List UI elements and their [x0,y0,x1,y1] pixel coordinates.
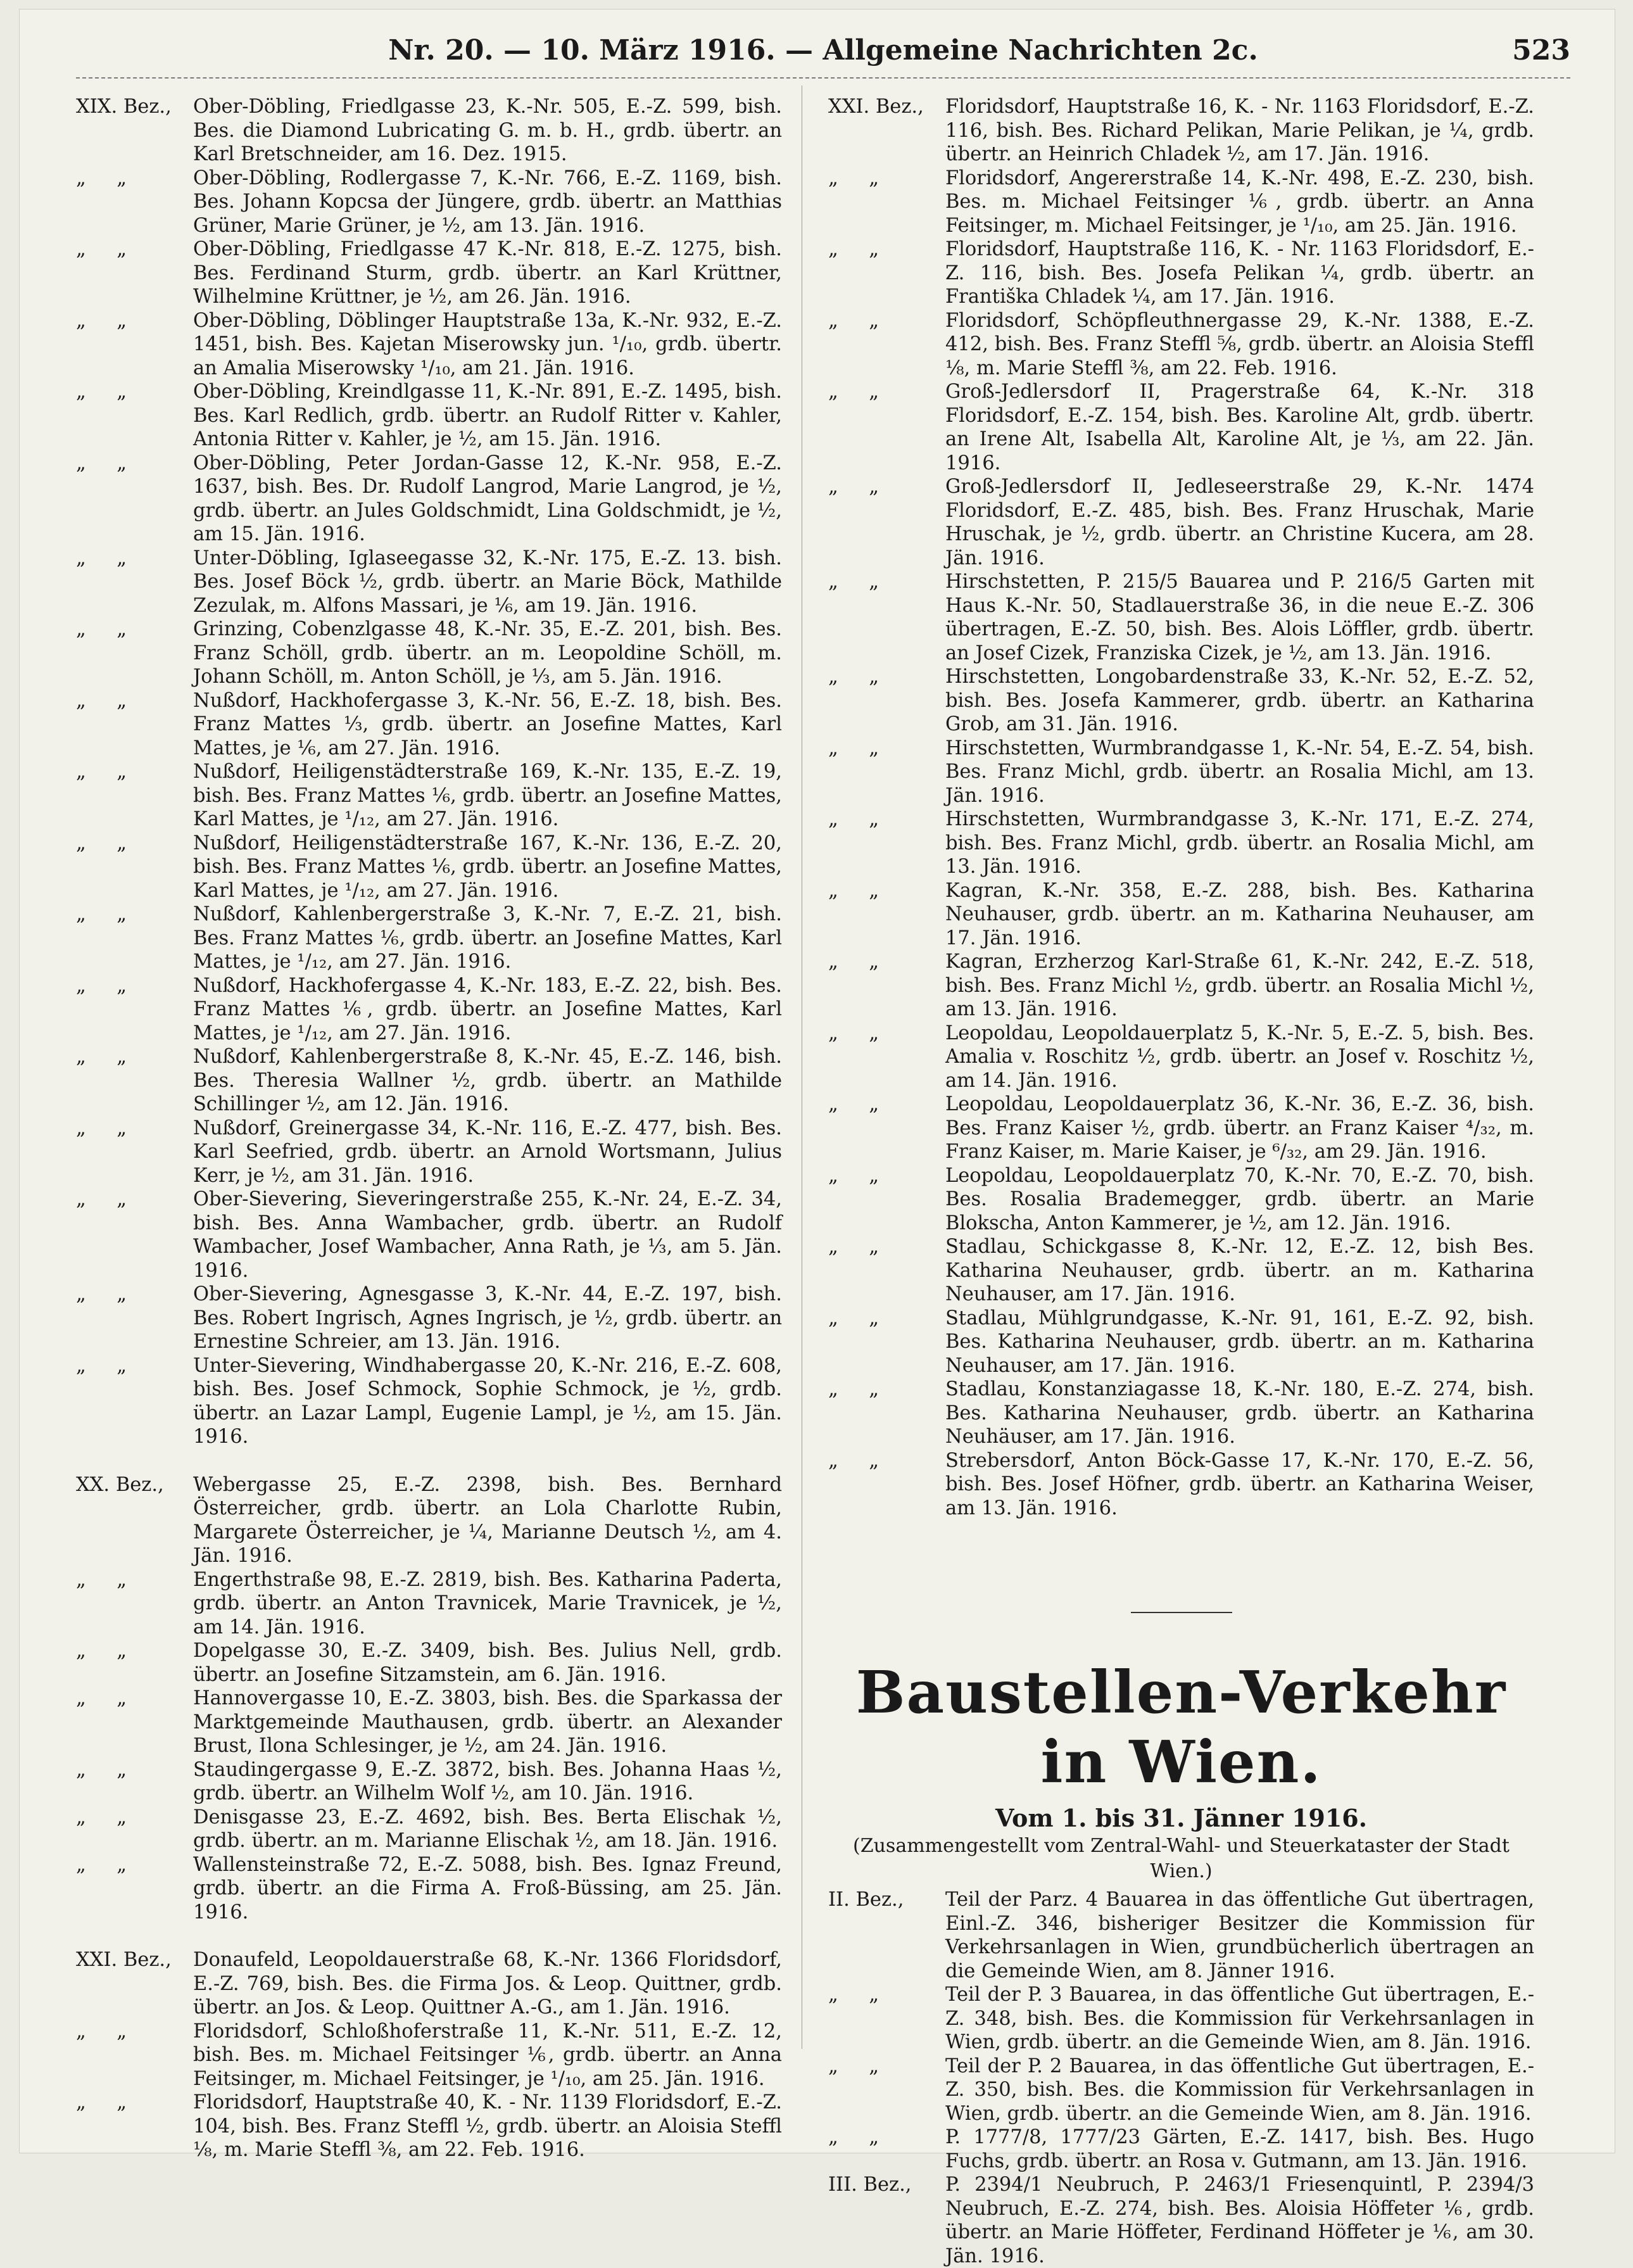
entry-text: P. 1777/8, 1777/23 Gärten, E.-Z. 1417, bish. Bes. Hugo Fuchs, grdb. übertr. an Rosa v. Gutmann, am 13. Jän. 1916. [945,2126,1534,2172]
entry-text: Stadlau, Mühlgrundgasse, K.-Nr. 91, 161, E.-Z. 92, bish. Bes. Katharina Neuhauser, grdb. übertr. an m. Katharina Neuhauser, am 17. Jän. 1916. [945,1307,1534,1377]
district-label: „ „ [828,309,880,332]
entry-text: Floridsdorf, Hauptstraße 116, K. - Nr. 1163 Floridsdorf, E.-Z. 116, bish. Bes. Josefa Pelikan ¼, grdb. übertr. an Františka Chladek ¼, am 17. Jän. 1916. [945,238,1534,308]
entry-text: Ober-Döbling, Rodlergasse 7, K.-Nr. 766, E.-Z. 1169, bish. Bes. Johann Kopcsa der Jüngere, grdb. übertr. an Matthias Grüner, Marie Grüner, je ½, am 13. Jän. 1916. [193,167,782,237]
entry-text: Groß-Jedlersdorf II, Pragerstraße 64, K.-Nr. 318 Floridsdorf, E.-Z. 154, bish. Bes. Karoline Alt, grdb. übertr. an Irene Alt, Isabella Alt, Karoline Alt, je ⅓, am 22. Jän. 1916. [945,381,1534,474]
entry-text: Ober-Döbling, Friedlgasse 23, K.-Nr. 505, E.-Z. 599, bish. Bes. die Diamond Lubricating G. m. b. H., grdb. übertr. an Karl Bretschneider, am 16. Dez. 1915. [193,96,782,165]
district-label: „ „ [828,1984,880,2006]
district-label: „ „ [76,2020,127,2043]
register-entry [76,760,782,832]
district-label: „ „ [828,1164,880,1187]
entry-text: Wallensteinstraße 72, E.-Z. 5088, bish. Bes. Ignaz Freund, grdb. übertr. an die Firma A. Froß-Büssing, am 25. Jän. 1916. [193,1853,782,1923]
register-entry [828,879,1534,951]
entry-text: Leopoldau, Leopoldauerplatz 5, K.-Nr. 5, E.-Z. 5, bish. Bes. Amalia v. Roschitz ½, grdb. übertr. an Josef v. Roschitz ½, am 14. Jän. 1916. [945,1022,1534,1092]
entry-text: Ober-Döbling, Döblinger Hauptstraße 13a, K.-Nr. 932, E.-Z. 1451, bish. Bes. Kajetan Miserowsky jun. ¹/₁₀, grdb. übertr. an Amalia Miserowsky ¹/₁₀, am 21. Jän. 1916. [193,309,782,379]
register-entry [76,309,782,381]
entry-text: Staudingergasse 9, E.-Z. 3872, bish. Bes. Johanna Haas ½, grdb. übertr. an Wilhelm Wolf ½, am 10. Jän. 1916. [193,1758,782,1804]
register-entry [76,380,782,452]
entry-text: Nußdorf, Kahlenbergerstraße 3, K.-Nr. 7, E.-Z. 21, bish. Bes. Franz Mattes ⅙, grdb. übertr. an Josefine Mattes, Karl Mattes, je ¹/₁₂, am 27. Jän. 1916. [193,903,782,973]
district-label: XX. Bez., [76,1473,164,1496]
register-entry [828,1093,1534,1164]
section-subtitle: Vom 1. bis 31. Jänner 1916. [995,1804,1367,1832]
district-label: „ „ [76,974,127,997]
entry-text: Teil der P. 3 Bauarea, in das öffentliche Gut übertragen, E.-Z. 348, bish. Bes. die Kommission für Verkehrsanlagen in Wien, grdb. übertr. an die Gemeinde Wien, am 8. Jän. 1916. [945,1984,1534,2053]
entry-text: Stadlau, Konstanziagasse 18, K.-Nr. 180, E.-Z. 274, bish. Bes. Katharina Neuhauser, grdb. übertr. an Katharina Neuhäuser, am 17. Jän. 1916. [945,1378,1534,1448]
entry-text: Leopoldau, Leopoldauerplatz 36, K.-Nr. 36, E.-Z. 36, bish. Bes. Franz Kaiser ½, grdb. übertr. an Franz Kaiser ⁴/₃₂, m. Franz Kaiser, m. Marie Kaiser, je ⁶/₃₂, am 29. Jän. 1916. [945,1093,1534,1163]
entry-text: Hirschstetten, Longobardenstraße 33, K.-Nr. 52, E.-Z. 52, bish. Bes. Josefa Kammerer, grdb. übertr. an Katharina Grob, am 31. Jän. 1916. [945,666,1534,735]
entry-text: Hirschstetten, P. 215/5 Bauarea und P. 216/5 Garten mit Haus K.-Nr. 50, Stadlauerstraße 36, in die neue E.-Z. 306 übertragen, E.-Z. 50, bish. Bes. Alois Löffler, grdb. übertr. an Josef Cizek, Franziska Cizek, je ½, am 13. Jän. 1916. [945,571,1534,664]
entry-text: Grinzing, Cobenzlgasse 48, K.-Nr. 35, E.-Z. 201, bish. Bes. Franz Schöll, grdb. übertr. an m. Leopoldine Schöll, m. Johann Schöll, m. Anton Schöll, je ⅓, am 5. Jän. 1916. [193,618,782,688]
register-entry [828,1378,1534,1449]
district-label: „ „ [828,167,880,189]
section-entries [828,1888,1534,2268]
register-entry [76,903,782,974]
register-entry [76,547,782,618]
district-label: „ „ [76,903,127,925]
register-entry [828,95,1534,167]
register-entry [828,1164,1534,1236]
entry-text: Teil der P. 2 Bauarea, in das öffentliche Gut übertragen, E.-Z. 350, bish. Bes. die Kommission für Verkehrsanlagen in Wien, grdb. übertr. an die Gemeinde Wien, am 8. Jän. 1916. [945,2055,1534,2125]
entry-text: Stadlau, Schickgasse 8, K.-Nr. 12, E.-Z. 12, bish Bes. Katharina Neuhauser, grdb. übertr. an m. Katharina Neuhauser, am 17. Jän. 1916. [945,1236,1534,1305]
register-entry [76,167,782,238]
district-label: III. Bez., [828,2174,912,2196]
district-label: „ „ [76,452,127,474]
entry-text: Floridsdorf, Hauptstraße 40, K. - Nr. 1139 Floridsdorf, E.-Z. 104, bish. Bes. Franz Steffl ½, grdb. übertr. an Aloisia Steffl ⅛, m. Marie Steffl ⅜, am 22. Feb. 1916. [193,2091,782,2161]
entry-text: Ober-Döbling, Peter Jordan-Gasse 12, K.-Nr. 958, E.-Z. 1637, bish. Bes. Dr. Rudolf Langrod, Marie Langrod, je ½, grdb. übertr. an Jules Goldschmidt, Lina Goldschmidt, je ½, am 15. Jän. 1916. [193,452,782,545]
entry-text: Nußdorf, Hackhofergasse 3, K.-Nr. 56, E.-Z. 18, bish. Bes. Franz Mattes ⅓, grdb. übertr. an Josefine Mattes, Karl Mattes, je ⅙, am 27. Jän. 1916. [193,689,782,759]
register-entry [76,1853,782,1925]
district-label: „ „ [828,1378,880,1400]
district-label: „ „ [828,238,880,260]
district-label: „ „ [828,1307,880,1329]
district-label: „ „ [76,1354,127,1377]
register-entry [76,1948,782,2020]
district-label: „ „ [76,1283,127,1305]
district-label: „ „ [76,1853,127,1876]
register-entry [828,2125,1534,2173]
register-entry [76,1639,782,1687]
district-label: „ „ [828,1093,880,1115]
entry-text: Nußdorf, Hackhofergasse 4, K.-Nr. 183, E.-Z. 22, bish. Bes. Franz Mattes ⅙, grdb. übertr. an Josefine Mattes, Karl Mattes, je ¹/₁₂, am 27. Jän. 1916. [193,974,782,1044]
register-entry [828,737,1534,808]
register-entry [76,832,782,903]
entry-text: Kagran, K.-Nr. 358, E.-Z. 288, bish. Bes. Katharina Neuhauser, grdb. übertr. an m. Katharina Neuhauser, am 17. Jän. 1916. [945,879,1534,949]
register-entry [76,1188,782,1283]
district-label: „ „ [76,381,127,403]
register-entry [828,309,1534,381]
entry-text: Groß-Jedlersdorf II, Jedleseerstraße 29, K.-Nr. 1474 Floridsdorf, E.-Z. 485, bish. Bes. Franz Hruschak, Marie Hruschak, je ½, grdb. übertr. an Christine Kucera, am 28. Jän. 1916. [945,476,1534,569]
entry-text: Ober-Döbling, Kreindlgasse 11, K.-Nr. 891, E.-Z. 1495, bish. Bes. Karl Redlich, grdb. übertr. an Rudolf Ritter v. Kahler, Antonia Ritter v. Kahler, je ½, am 15. Jän. 1916. [193,381,782,450]
register-entry [76,95,782,167]
register-entry [828,950,1534,1022]
register-entry [76,689,782,761]
register-entry [76,1568,782,1640]
district-label: „ „ [828,571,880,593]
entry-text: Unter-Döbling, Iglaseegasse 32, K.-Nr. 175, E.-Z. 13. bish. Bes. Josef Böck ½, grdb. übertr. an Marie Böck, Mathilde Zezulak, m. Alfons Massari, je ⅙, am 19. Jän. 1916. [193,547,782,617]
entry-text: Ober-Sievering, Sieveringerstraße 255, K.-Nr. 24, E.-Z. 34, bish. Bes. Anna Wambacher, grdb. übertr. an Rudolf Wambacher, Josef Wambacher, Anna Rath, je ⅓, am 5. Jän. 1916. [193,1188,782,1282]
register-entry [828,238,1534,309]
register-entry [76,1045,782,1117]
entry-text: Nußdorf, Heiligenstädterstraße 169, K.-Nr. 135, E.-Z. 19, bish. Bes. Franz Mattes ⅙, grdb. übertr. an Josefine Mattes, Karl Mattes, je ¹/₁₂, am 27. Jän. 1916. [193,761,782,830]
register-entry [828,167,1534,238]
district-label: „ „ [76,238,127,260]
district-label: „ „ [76,1117,127,1139]
district-label: „ „ [76,1758,127,1781]
entry-text: Webergasse 25, E.-Z. 2398, bish. Bes. Bernhard Österreicher, grdb. übertr. an Lola Charlotte Rubin, Margarete Österreicher, je ¼, Marianne Deutsch ½, am 4. Jän. 1916. [193,1473,782,1567]
left-column [76,95,782,2162]
page-header [76,28,1570,79]
entry-text: Ober-Döbling, Friedlgasse 47 K.-Nr. 818, E.-Z. 1275, bish. Bes. Ferdinand Sturm, grdb. übertr. an Karl Krüttner, Wilhelmine Krüttner, je ½, am 26. Jän. 1916. [193,238,782,308]
entry-text: Hirschstetten, Wurmbrandgasse 3, K.-Nr. 171, E.-Z. 274, bish. Bes. Franz Michl, grdb. übertr. an Rosalia Michl, am 13. Jän. 1916. [945,808,1534,878]
entry-text: Nußdorf, Greinergasse 34, K.-Nr. 116, E.-Z. 477, bish. Bes. Karl Seefried, grdb. übertr. an Arnold Wortsmann, Julius Kerr, je ½, am 31. Jän. 1916. [193,1117,782,1187]
register-entry [828,1235,1534,1307]
district-label: „ „ [76,1687,127,1709]
district-label: II. Bez., [828,1889,904,1911]
register-entry [828,1449,1534,1521]
district-label: XIX. Bez., [76,96,172,118]
district-label: „ „ [828,1022,880,1044]
register-entry [828,570,1534,665]
district-label: XXI. Bez., [828,96,924,118]
district-label: „ „ [76,1188,127,1210]
district-label: „ „ [828,1449,880,1472]
district-label: „ „ [76,1568,127,1591]
section-divider [1131,1612,1232,1613]
district-label: „ „ [76,167,127,189]
register-entry [76,1117,782,1188]
entry-text: Hirschstetten, Wurmbrandgasse 1, K.-Nr. 54, E.-Z. 54, bish. Bes. Franz Michl, grdb. übertr. an Rosalia Michl, am 13. Jän. 1916. [945,737,1534,807]
entry-text: Leopoldau, Leopoldauerplatz 70, K.-Nr. 70, E.-Z. 70, bish. Bes. Rosalia Brademegger, grdb. übertr. an Marie Blokscha, Anton Kammerer, je ½, am 12. Jän. 1916. [945,1164,1534,1234]
district-label: „ „ [76,689,127,712]
entry-text: Ober-Sievering, Agnesgasse 3, K.-Nr. 44, E.-Z. 197, bish. Bes. Robert Ingrisch, Agnes Ingrisch, je ½, grdb. übertr. an Ernestine Schreier, am 13. Jän. 1916. [193,1283,782,1353]
register-entry [828,808,1534,879]
district-label: „ „ [76,761,127,783]
entry-text: Teil der Parz. 4 Bauarea in das öffentliche Gut übertragen, Einl.-Z. 346, bisheriger Besitzer die Kommission für Verkehrsanlagen in Wien, grundbücherlich übertragen an die Gemeinde Wien, am 8. Jänner 1916. [945,1889,1534,1982]
entry-text: Hannovergasse 10, E.-Z. 3803, bish. Bes. die Sparkassa der Marktgemeinde Mauthausen, grdb. übertr. an Alexander Brust, Ilona Schlesinger, je ½, am 24. Jän. 1916. [193,1687,782,1757]
register-entry [76,2091,782,2162]
entry-text: Floridsdorf, Angererstraße 14, K.-Nr. 498, E.-Z. 230, bish. Bes. m. Michael Feitsinger ⅙, grdb. übertr. an Anna Feitsinger, m. Michael Feitsinger, je ¹/₁₀, am 25. Jän. 1916. [945,167,1534,237]
right-column [828,95,1534,2268]
entry-text: Nußdorf, Heiligenstädterstraße 167, K.-Nr. 136, E.-Z. 20, bish. Bes. Franz Mattes ⅙, grdb. übertr. an Josefine Mattes, Karl Mattes, je ¹/₁₂, am 27. Jän. 1916. [193,832,782,902]
entry-text: Floridsdorf, Hauptstraße 16, K. - Nr. 1163 Floridsdorf, E.-Z. 116, bish. Bes. Richard Pelikan, Marie Pelikan, je ¼, grdb. übertr. an Heinrich Chladek ½, am 17. Jän. 1916. [945,96,1534,165]
register-entry [828,2055,1534,2126]
district-label: „ „ [76,1046,127,1068]
district-label: „ „ [76,309,127,332]
register-entry [76,618,782,689]
section-note: (Zusammengestellt vom Zentral-Wahl- und Steuerkataster der Stadt Wien.) [853,1835,1510,1882]
district-label: „ „ [828,1236,880,1258]
register-entry [828,1888,1534,1983]
register-entry [76,1806,782,1853]
entry-text: Nußdorf, Kahlenbergerstraße 8, K.-Nr. 45, E.-Z. 146, bish. Bes. Theresia Wallner ½, grdb. übertr. an Mathilde Schillinger ½, am 12. Jän. 1916. [193,1046,782,1115]
district-label: „ „ [828,879,880,902]
district-label: „ „ [828,476,880,498]
register-entry [828,475,1534,570]
entry-text: Engerthstraße 98, E.-Z. 2819, bish. Bes. Katharina Paderta, grdb. übertr. an Anton Travnicek, Marie Travnicek, je ½, am 14. Jän. 1916. [193,1568,782,1638]
entry-text: Kagran, Erzherzog Karl-Straße 61, K.-Nr. 242, E.-Z. 518, bish. Bes. Franz Michl ½, grdb. übertr. an Rosalia Michl ½, am 13. Jän. 1916. [945,951,1534,1020]
entry-text: Strebersdorf, Anton Böck-Gasse 17, K.-Nr. 170, E.-Z. 56, bish. Bes. Josef Höfner, grdb. übertr. an Katharina Weiser, am 13. Jän. 1916. [945,1449,1534,1519]
district-label: „ „ [76,1640,127,1662]
register-entry [828,380,1534,475]
right-column-entries [828,95,1534,1520]
register-entry [828,1022,1534,1093]
district-label: „ „ [828,381,880,403]
district-label: „ „ [76,618,127,640]
entry-text: Denisgasse 23, E.-Z. 4692, bish. Bes. Berta Elischak ½, grdb. übertr. an m. Marianne Elischak ½, am 18. Jän. 1916. [193,1806,782,1852]
entry-text: Dopelgasse 30, E.-Z. 3409, bish. Bes. Julius Nell, grdb. übertr. an Josefine Sitzamstein, am 6. Jän. 1916. [193,1640,782,1686]
register-entry [76,974,782,1046]
district-label: „ „ [828,808,880,830]
entry-text: Floridsdorf, Schloßhoferstraße 11, K.-Nr. 511, E.-Z. 12, bish. Bes. m. Michael Feitsinger ⅙, grdb. übertr. an Anna Feitsinger, m. Michael Feitsinger, je ¹/₁₀, am 25. Jän. 1916. [193,2020,782,2090]
district-label: „ „ [76,832,127,854]
entry-text: P. 2394/1 Neubruch, P. 2463/1 Friesenquintl, P. 2394/3 Neubruch, E.-Z. 274, bish. Bes. Aloisia Höffeter ⅙, grdb. übertr. an Marie Höffeter, Ferdinand Höffeter je ⅙, am 30. Jän. 1916. [945,2174,1534,2267]
issue-line: Nr. 20. — 10. März 1916. — Allgemeine Nachrichten 2c. [388,34,1258,67]
register-entry [828,665,1534,737]
district-label: XXI. Bez., [76,1949,172,1971]
register-entry [76,238,782,309]
entry-text: Unter-Sievering, Windhabergasse 20, K.-Nr. 216, E.-Z. 608, bish. Bes. Josef Schmock, Sophie Schmock, je ½, grdb. übertr. an Lazar Lampl, Eugenie Lampl, je ½, am 15. Jän. 1916. [193,1354,782,1448]
register-entry [76,1473,782,1568]
district-label: „ „ [828,2126,880,2148]
register-entry [76,1687,782,1758]
entry-text: Floridsdorf, Schöpfleuthnergasse 29, K.-Nr. 1388, E.-Z. 412, bish. Bes. Franz Steffl ⅝, grdb. übertr. an Aloisia Steffl ⅛, m. Marie Steffl ⅜, am 22. Feb. 1916. [945,309,1534,379]
page-number: 523 [1512,34,1570,67]
register-entry [76,2020,782,2091]
register-entry [76,1758,782,1806]
register-entry [76,452,782,547]
register-entry [828,1983,1534,2055]
district-label: „ „ [76,1806,127,1828]
district-label: „ „ [828,666,880,688]
register-entry [76,1283,782,1354]
district-label: „ „ [76,2091,127,2113]
district-label: „ „ [828,737,880,759]
register-entry [76,1354,782,1449]
register-entry [828,1307,1534,1378]
section-title: Baustellen-Verkehr in Wien. [855,1658,1507,1796]
district-label: „ „ [76,547,127,569]
district-label: „ „ [828,951,880,973]
register-entry [828,2173,1534,2268]
district-label: „ „ [828,2055,880,2077]
entry-text: Donaufeld, Leopoldauerstraße 68, K.-Nr. 1366 Floridsdorf, E.-Z. 769, bish. Bes. die Firma Jos. & Leop. Quittner, grdb. übertr. an Jos. & Leop. Quittner A.-G., am 1. Jän. 1916. [193,1949,782,2018]
header-rule [76,77,1570,79]
